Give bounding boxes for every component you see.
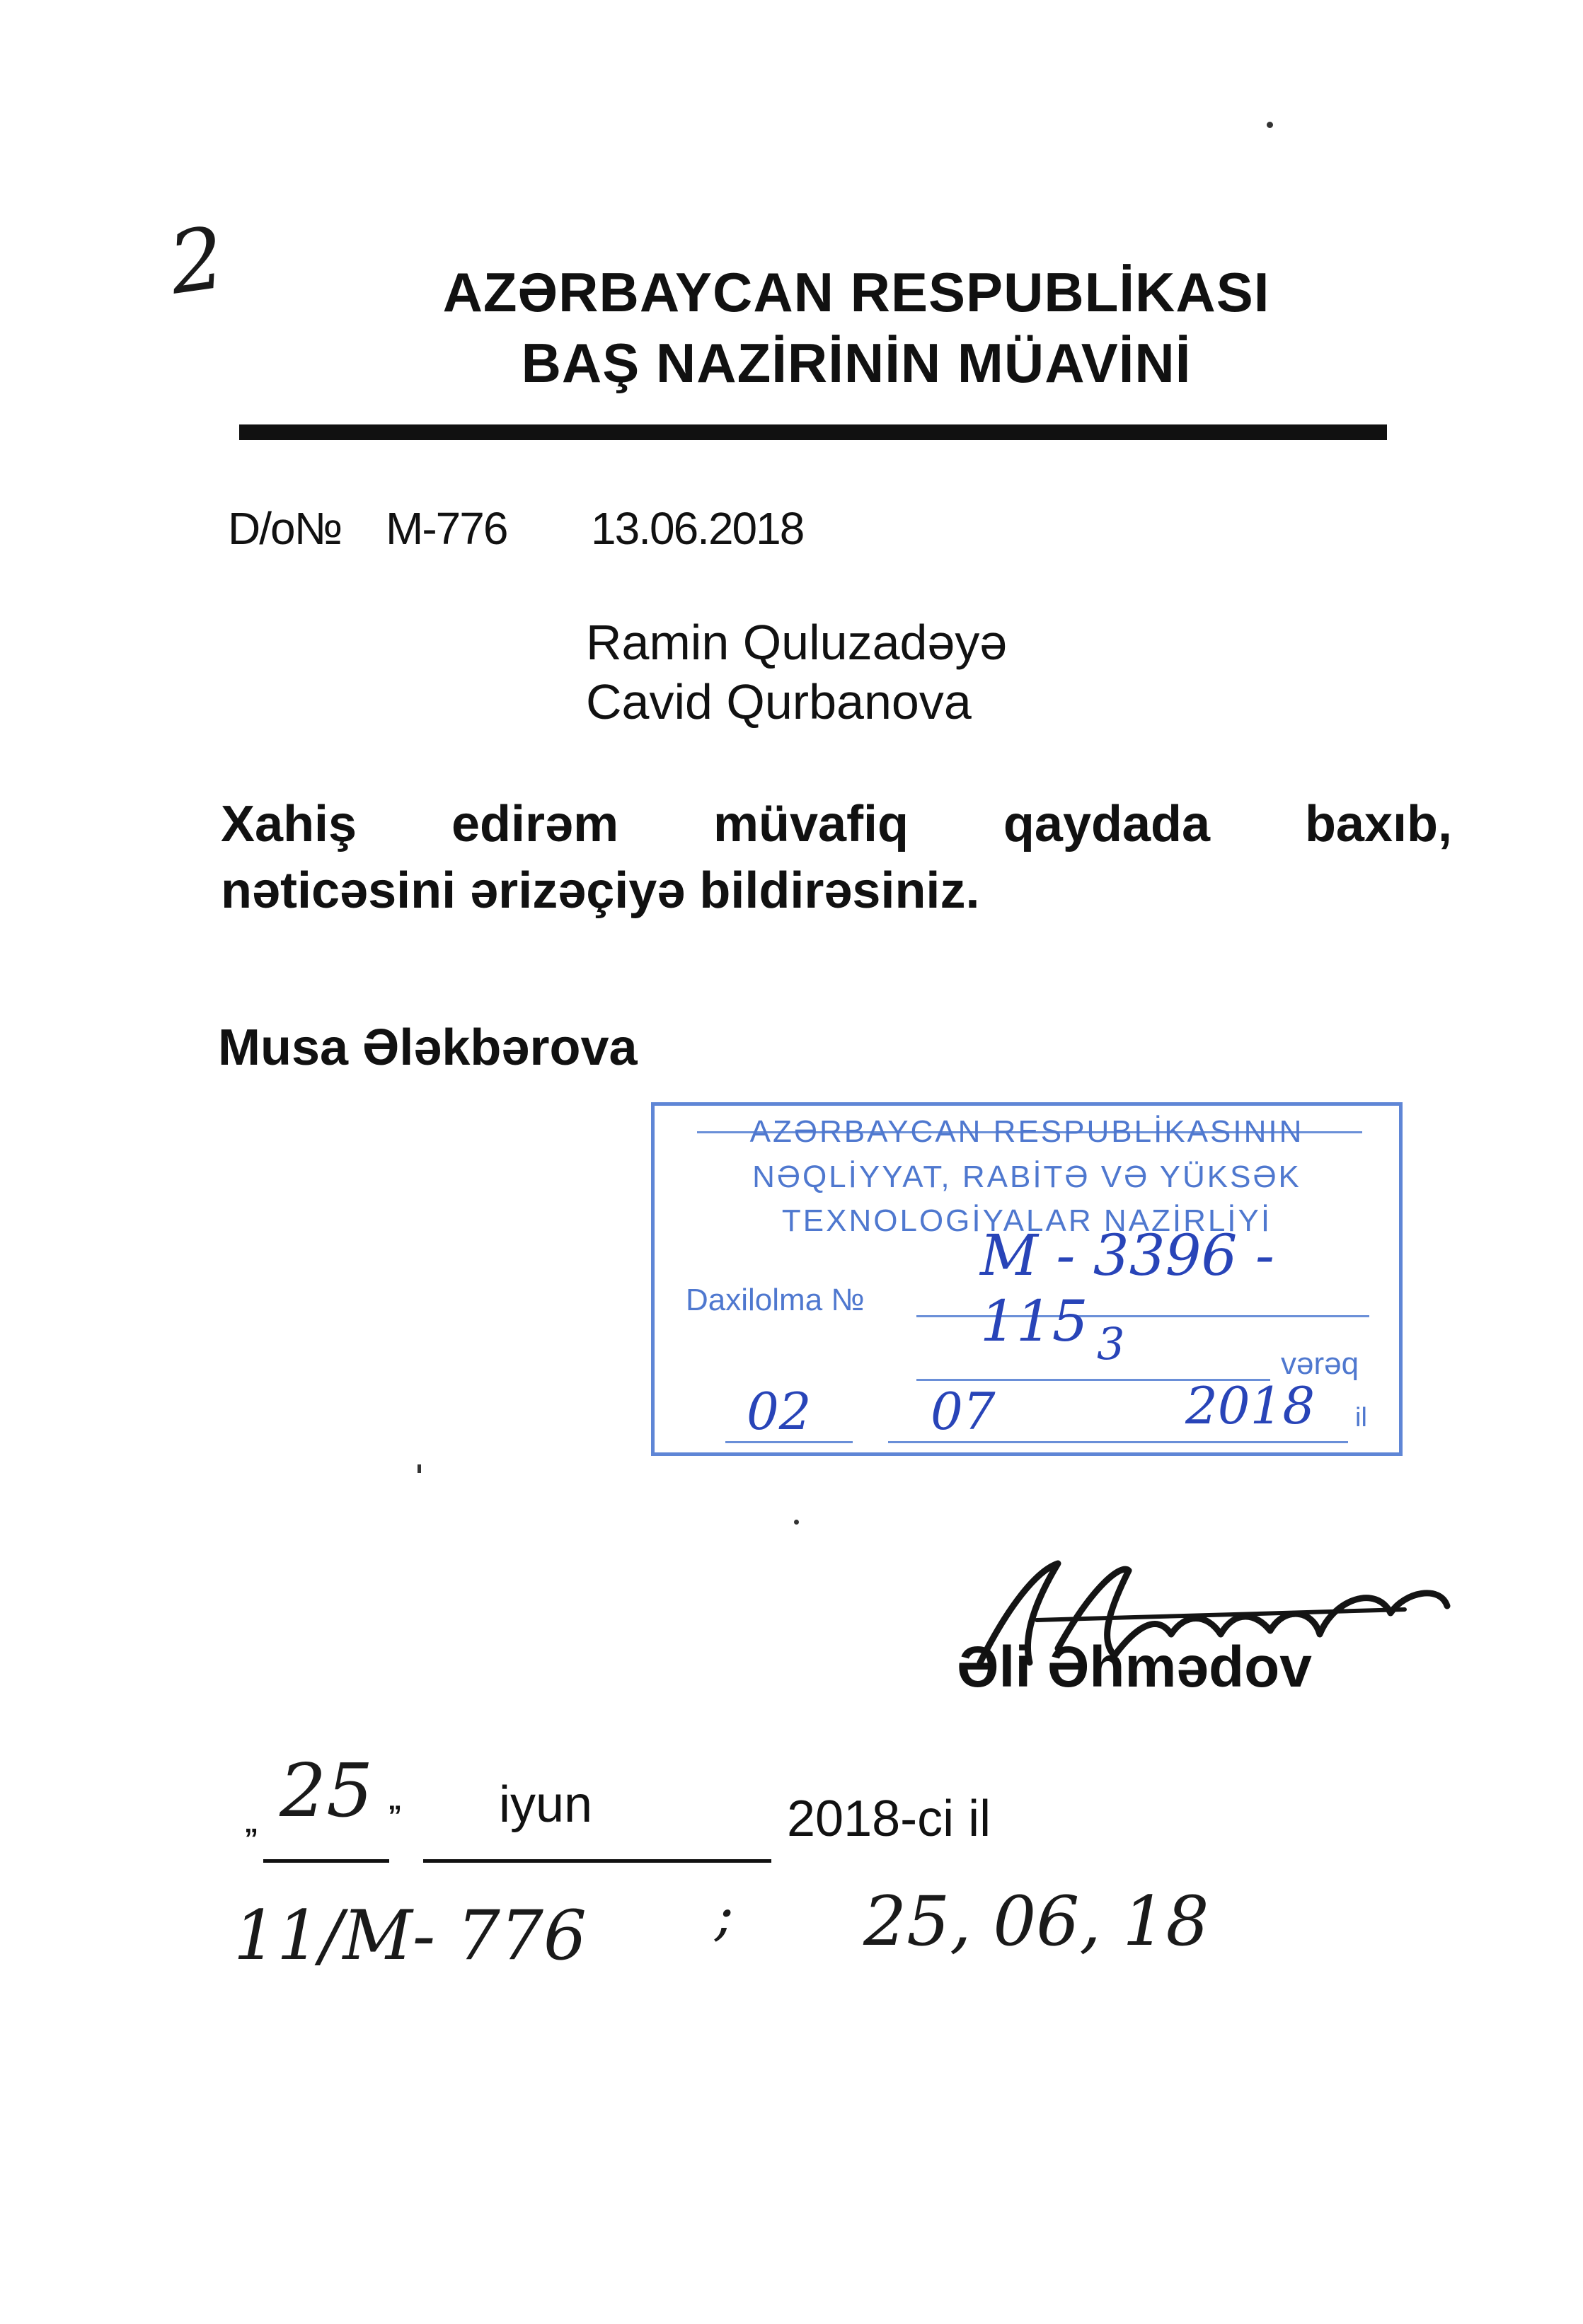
from-name: Musa Ələkbərova — [218, 1019, 638, 1076]
reference-date: 13.06.2018 — [591, 503, 804, 554]
scan-speck — [418, 1464, 421, 1473]
handwritten-separator: ; — [715, 1882, 734, 1948]
header-line-1: AZƏRBAYCAN RESPUBLİKASI — [442, 261, 1270, 323]
stamp-month: 07 — [931, 1382, 996, 1441]
page-number-mark: 2 — [163, 209, 231, 314]
body-line-2: nəticəsini ərizəçiyə bildirəsiniz. — [221, 862, 980, 919]
scan-speck — [794, 1520, 799, 1525]
reference-label: D/o№ — [228, 503, 342, 554]
header-line-2: BAŞ NAZİRİNİN MÜAVİNİ — [521, 332, 1192, 394]
open-quote: „ — [244, 1808, 258, 1839]
stamp-year: 2018 — [1185, 1376, 1316, 1435]
stamp-day-line — [725, 1441, 853, 1443]
date-year: 2018-ci il — [787, 1791, 991, 1847]
date-day-handwritten: 25 — [280, 1747, 374, 1834]
stamp-month-year-line — [888, 1441, 1348, 1443]
date-day-line — [263, 1859, 389, 1863]
recipient-2: Cavid Qurbanova — [586, 674, 972, 729]
recipient-1: Ramin Quluzadəyə — [586, 615, 1008, 670]
stamp-day: 02 — [747, 1382, 812, 1441]
header-rule — [239, 424, 1387, 440]
reference-number: M-776 — [386, 503, 507, 554]
date-month: iyun — [499, 1776, 593, 1833]
stamp-entry-label: Daxilolma № — [686, 1283, 865, 1317]
stamp-line-1: AZƏRBAYCAN RESPUBLİKASININ — [749, 1114, 1304, 1149]
handwritten-date: 25, 06, 18 — [863, 1882, 1209, 1961]
stamp-entry-number: M - 3396 - 115 — [980, 1222, 1274, 1354]
handwritten-reference: 11/M- 776 — [234, 1896, 587, 1975]
date-month-line — [423, 1859, 771, 1863]
stamp-sheets-label: vərəq — [1281, 1346, 1359, 1381]
stamp-line-3: TEXNOLOGİYALAR NAZİRLİYİ — [781, 1203, 1272, 1238]
signatory-name: Əli Əhmədov — [957, 1635, 1312, 1699]
scan-speck — [1267, 122, 1273, 128]
registration-stamp — [651, 1102, 1403, 1456]
stamp-line-2: NƏQLİYYAT, RABİTƏ VƏ YÜKSƏK — [752, 1160, 1301, 1194]
body-line-1: Xahiş edirəm müvafiq qaydada baxıb, — [221, 796, 1452, 852]
stamp-sheets-count: 3 — [1097, 1318, 1125, 1370]
stamp-year-label: il — [1355, 1403, 1367, 1433]
close-quote: ” — [388, 1800, 402, 1832]
